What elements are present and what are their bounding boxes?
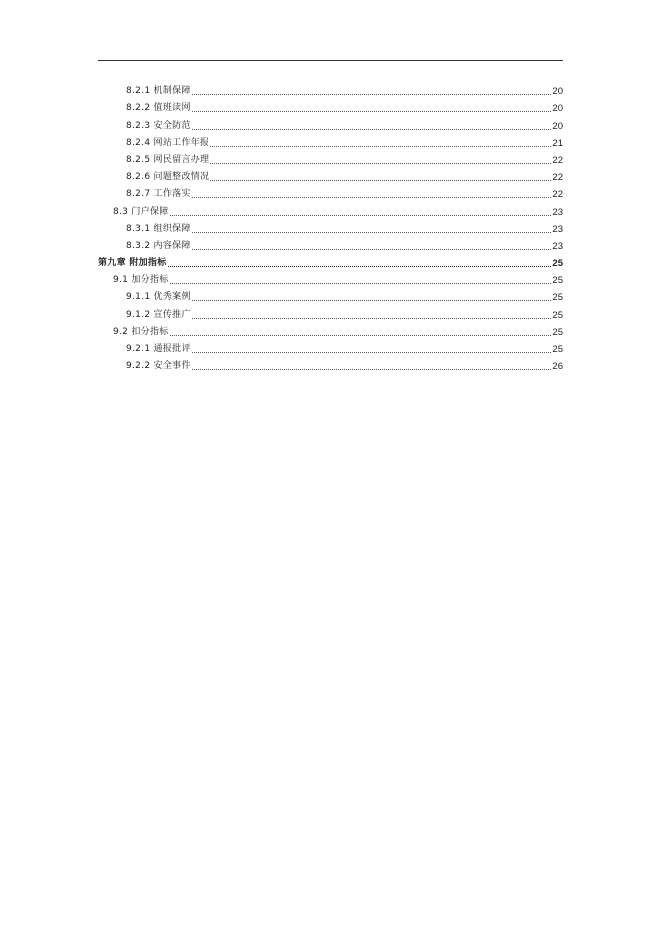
toc-entry-page: 23 — [552, 240, 563, 252]
toc-leader-dots — [170, 283, 552, 284]
toc-leader-dots — [192, 369, 552, 370]
toc-leader-dots — [192, 197, 552, 198]
toc-leader-dots — [170, 335, 552, 336]
toc-entry-title: 8.2.6 问题整改情况 — [126, 172, 210, 183]
toc-entry-page: 25 — [552, 258, 563, 270]
toc-entry-title: 8.2.1 机制保障 — [126, 86, 191, 97]
toc-entry[interactable] — [98, 338, 563, 355]
toc-entry-title: 9.1.1 优秀案例 — [126, 292, 191, 303]
toc-entry-page: 20 — [552, 103, 563, 115]
toc-entry[interactable] — [98, 218, 563, 235]
toc-entry[interactable] — [98, 97, 563, 114]
toc-leader-dots — [170, 215, 552, 216]
toc-entry-title: 8.3.2 内容保障 — [126, 240, 191, 251]
toc-entry-title: 9.2.2 安全事件 — [126, 361, 191, 372]
toc-entry-page: 26 — [552, 361, 563, 373]
toc-entry-title: 9.1 加分指标 — [113, 275, 169, 286]
toc-entry-page: 23 — [552, 223, 563, 235]
toc-entry[interactable] — [98, 80, 563, 97]
toc-entry-title: 9.1.2 宣传推广 — [126, 309, 191, 320]
toc-entry[interactable] — [98, 183, 563, 200]
toc-entry-page: 25 — [552, 275, 563, 287]
toc-entry[interactable] — [98, 321, 563, 338]
toc-leader-dots — [192, 249, 552, 250]
toc-entry[interactable] — [98, 132, 563, 149]
toc-entry-page: 25 — [552, 292, 563, 304]
toc-entry-page: 22 — [552, 189, 563, 201]
toc-leader-dots — [192, 111, 552, 112]
toc-entry-title: 8.2.3 安全防范 — [126, 120, 191, 131]
toc-leader-dots — [168, 266, 552, 267]
toc-entry-title: 9.2 扣分指标 — [113, 326, 169, 337]
toc-entry-title: 8.2.2 值班读网 — [126, 103, 191, 114]
toc-entry-title: 8.2.7 工作落实 — [126, 189, 191, 200]
toc-entry[interactable] — [98, 303, 563, 320]
toc-entry[interactable] — [98, 149, 563, 166]
toc-leader-dots — [210, 146, 551, 147]
toc-entry-title: 9.2.1 通报批评 — [126, 344, 191, 354]
toc-leader-dots — [210, 163, 551, 164]
toc-entry[interactable] — [98, 114, 563, 131]
toc-entry-page: 20 — [552, 120, 563, 132]
toc-leader-dots — [192, 129, 552, 130]
toc-entry[interactable] — [98, 269, 563, 286]
toc-entry-page: 22 — [552, 172, 563, 184]
toc-entry-title: 8.2.5 网民留言办理 — [126, 154, 210, 165]
toc-entry-page: 25 — [552, 326, 563, 338]
toc-entry-page: 22 — [552, 154, 563, 166]
toc-chapter-entry[interactable] — [98, 252, 563, 269]
toc-leader-dots — [210, 180, 551, 181]
toc-entry-page: 25 — [552, 344, 563, 355]
toc-entry[interactable] — [98, 286, 563, 303]
toc-entry[interactable] — [98, 235, 563, 252]
toc-entry[interactable] — [98, 166, 563, 183]
toc-entry-page: 21 — [552, 137, 563, 149]
toc-entry-title: 8.3.1 组织保障 — [126, 223, 191, 234]
toc-entry-page: 20 — [552, 86, 563, 98]
toc-entry-title: 8.2.4 网站工作年报 — [126, 137, 210, 148]
toc-leader-dots — [192, 318, 552, 319]
toc-leader-dots — [192, 300, 552, 301]
toc-entry[interactable] — [98, 355, 563, 372]
toc-entry[interactable] — [98, 200, 563, 217]
toc-entry-title: 第九章 附加指标 — [98, 258, 167, 269]
toc-entry-page: 23 — [552, 206, 563, 218]
toc-leader-dots — [192, 232, 552, 233]
toc-entry-page: 25 — [552, 309, 563, 321]
header-rule — [98, 60, 563, 61]
toc-leader-dots — [192, 352, 552, 353]
table-of-contents — [98, 80, 563, 372]
toc-entry-title: 8.3 门户保障 — [113, 206, 169, 217]
toc-leader-dots — [192, 94, 552, 95]
